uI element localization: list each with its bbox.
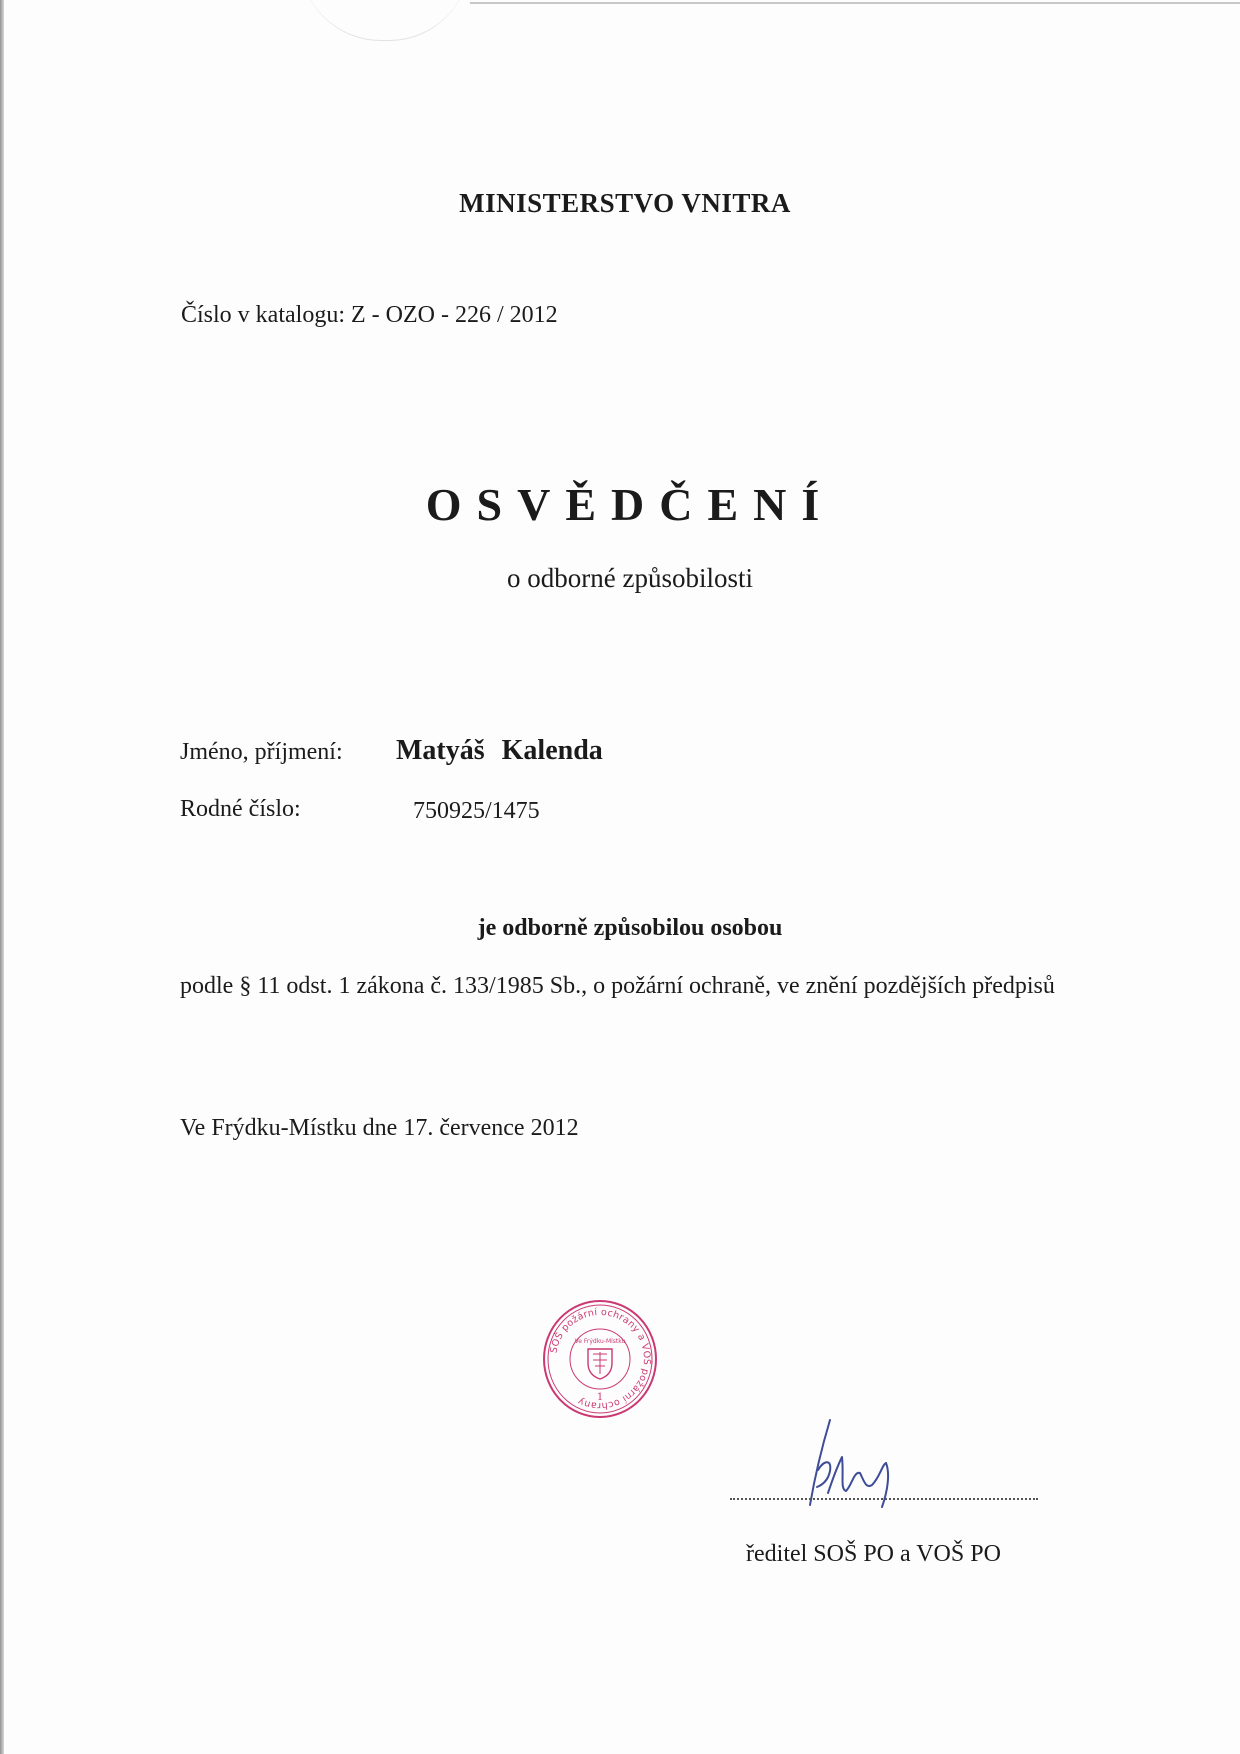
certificate-title: OSVĚDČENÍ [425, 479, 835, 530]
legal-basis: podle § 11 odst. 1 zákona č. 133/1985 Sb., o požární ochraně, ve znění pozdějších předpisů [180, 973, 1055, 999]
scan-top-border [470, 2, 1240, 4]
signer-title: ředitel SOŠ PO a VOŠ PO [746, 1541, 1001, 1567]
birth-number-value: 750925/1475 [413, 798, 540, 824]
official-stamp-seal [540, 1297, 660, 1422]
competence-statement: je odborně způsobilou osobou [477, 915, 783, 941]
name-value: Matyáš Kalenda [396, 735, 603, 766]
svg-text:SOŠ požární ochrany a VOŠ požá: SOŠ požární ochrany a VOŠ požární ochrany [548, 1306, 653, 1412]
handwritten-signature [790, 1415, 930, 1515]
scan-edge-shadow [0, 0, 4, 1754]
ministry-heading: MINISTERSTVO VNITRA [459, 188, 791, 218]
place-and-date: Ve Frýdku-Místku dne 17. července 2012 [180, 1115, 579, 1141]
signature-line [730, 1498, 1038, 1500]
svg-text:1: 1 [596, 1392, 604, 1403]
birth-number-label: Rodné číslo: [180, 796, 301, 822]
catalog-number: Číslo v katalogu: Z - OZO - 226 / 2012 [181, 302, 558, 328]
svg-text:Ve Frýdku-Místku: Ve Frýdku-Místku [574, 1338, 626, 1345]
name-label: Jméno, příjmení: [180, 739, 343, 765]
scan-paper-fold [300, 0, 470, 41]
coat-of-arms-icon [588, 1349, 612, 1379]
certificate-subtitle: o odborné způsobilosti [507, 563, 753, 593]
